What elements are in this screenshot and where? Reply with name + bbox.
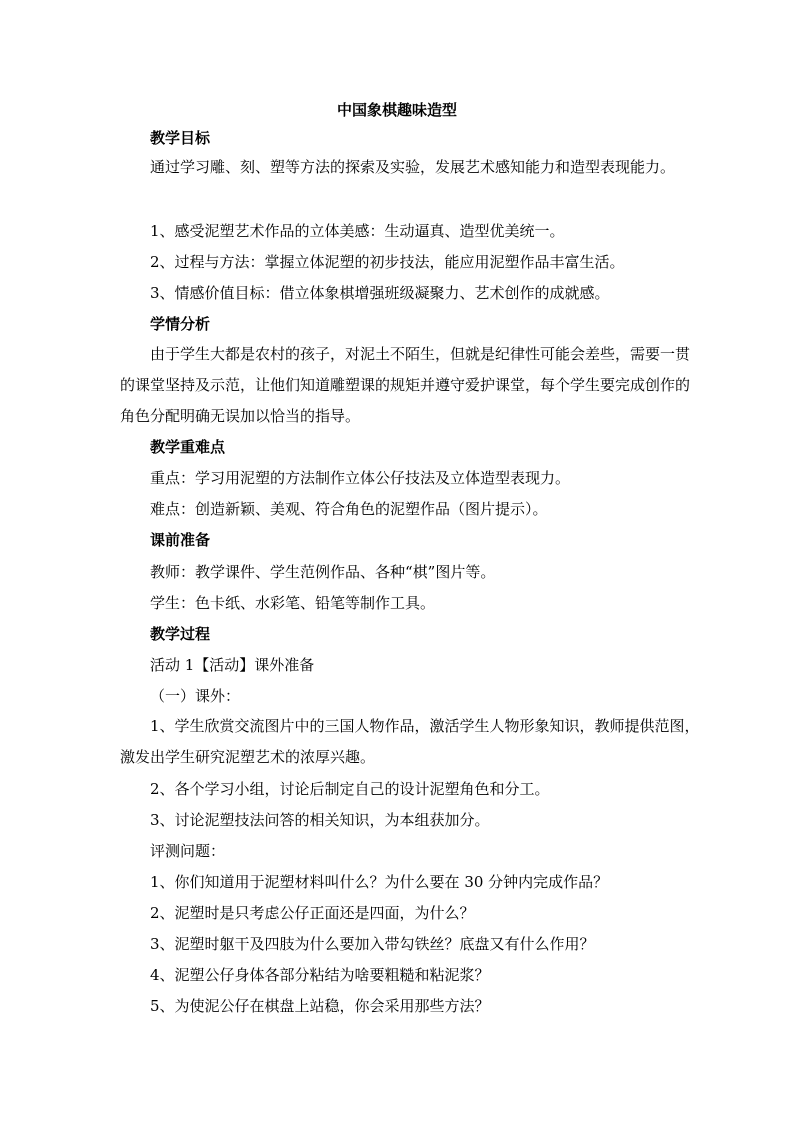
goals-heading: 教学目标 xyxy=(150,129,211,147)
step-2: 2、各个学习小组，讨论后制定自己的设计泥塑角色和分工。 xyxy=(150,780,550,798)
process-heading: 教学过程 xyxy=(150,625,211,643)
question-1: 1、你们知道用于泥塑材料叫什么？为什么要在 30 分钟内完成作品？ xyxy=(150,873,609,891)
question-4: 4、泥塑公仔身体各部分粘结为啥要粗糙和粘泥浆？ xyxy=(150,966,490,984)
goal-3: 3、情感价值目标：借立体象棋增强班级凝聚力、艺术创作的成就感。 xyxy=(150,284,610,302)
question-3: 3、泥塑时躯干及四肢为什么要加入带勾铁丝？底盘又有什么作用？ xyxy=(150,935,595,953)
eval-label: 评测问题： xyxy=(150,842,226,860)
key-heading: 教学重难点 xyxy=(150,438,226,456)
analysis-heading: 学情分析 xyxy=(150,315,211,333)
analysis-text: 由于学生大都是农村的孩子，对泥土不陌生，但就是纪律性可能会差些，需要一贯的课堂坚持及示范，让他们知道雕塑课的规矩并遵守爱护课堂，每个学生要完成创作的角色分配明确无误加以恰当的指导。 xyxy=(120,345,691,425)
question-5: 5、为使泥公仔在棋盘上站稳，你会采用那些方法？ xyxy=(150,997,490,1015)
outside-label: （一）课外： xyxy=(150,687,241,705)
prep-heading: 课前准备 xyxy=(150,531,211,549)
key-point: 重点：学习用泥塑的方法制作立体公仔技法及立体造型表现力。 xyxy=(150,469,571,487)
page-title: 中国象棋趣味造型 xyxy=(336,101,457,119)
activity-1: 活动 1【活动】课外准备 xyxy=(150,656,315,674)
difficult-point: 难点：创造新颖、美观、符合角色的泥塑作品（图片提示）。 xyxy=(150,500,548,518)
prep-student: 学生：色卡纸、水彩笔、铅笔等制作工具。 xyxy=(150,594,436,612)
prep-teacher: 教师：教学课件、学生范例作品、各种“棋”图片等。 xyxy=(150,563,496,581)
step-1: 1、学生欣赏交流图片中的三国人物作品，激活学生人物形象知识，教师提供范图，激发出学生研究泥塑艺术的浓厚兴趣。 xyxy=(120,717,700,766)
goal-1: 1、感受泥塑艺术作品的立体美感：生动逼真、造型优美统一。 xyxy=(150,222,565,240)
goal-2: 2、过程与方法：掌握立体泥塑的初步技法，能应用泥塑作品丰富生活。 xyxy=(150,253,625,271)
step-3: 3、讨论泥塑技法问答的相关知识，为本组获加分。 xyxy=(150,811,490,829)
question-2: 2、泥塑时是只考虑公仔正面还是四面，为什么？ xyxy=(150,904,475,922)
goals-intro: 通过学习雕、刻、塑等方法的探索及实验，发展艺术感知能力和造型表现能力。 xyxy=(150,158,676,176)
